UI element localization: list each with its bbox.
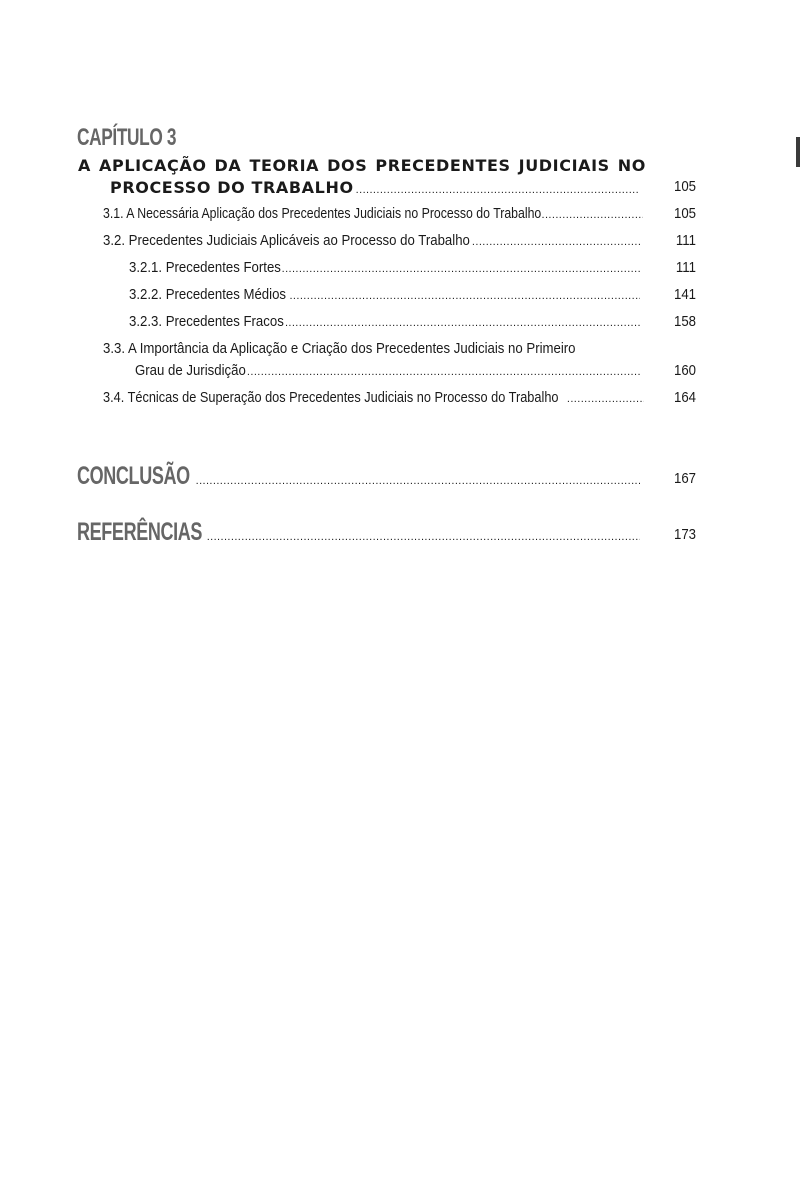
dot-leader — [247, 366, 640, 378]
dot-leader — [542, 209, 644, 221]
page-number: 158 — [673, 313, 696, 330]
entry-label: 3.4. Técnicas de Superação dos Precedentes Judiciais no Processo do Trabalho — [103, 389, 559, 406]
entry-label: 3.1. A Necessária Aplicação dos Precedentes Judiciais no Processo do Trabalho — [103, 205, 542, 222]
entry-label: 3.2.3. Precedentes Fracos — [129, 313, 284, 330]
page-number: 164 — [673, 389, 696, 406]
toc-entry-3-2-1[interactable] — [129, 259, 642, 276]
toc-entry-conclusion[interactable] — [77, 462, 642, 491]
page-number: 105 — [673, 178, 696, 195]
chapter-title-continued: PROCESSO DO TRABALHO — [110, 178, 354, 197]
entry-label: 3.2.2. Precedentes Médios — [129, 286, 287, 303]
dot-leader — [282, 263, 640, 275]
toc-entry-3-4[interactable] — [103, 389, 646, 406]
toc-entry-references[interactable] — [77, 518, 642, 547]
dot-leader — [196, 475, 640, 487]
page-number: 167 — [673, 470, 696, 487]
toc-entry-3-3-line1[interactable]: 3.3. A Importância da Aplicação e Criação dos Precedentes Judiciais no Primeiro — [103, 340, 576, 357]
toc-entry-chapter-title[interactable] — [110, 178, 642, 197]
references-heading: REFERÊNCIAS — [77, 518, 203, 546]
toc-entry-3-1[interactable] — [103, 205, 645, 222]
dot-leader — [567, 393, 644, 405]
toc-entry-3-3[interactable] — [135, 362, 642, 379]
conclusion-heading: CONCLUSÃO — [77, 462, 190, 490]
dot-leader — [356, 184, 640, 196]
chapter-label: CAPÍTULO 3 — [77, 124, 177, 151]
page-number: 141 — [673, 286, 696, 303]
page-edge-mark — [796, 137, 800, 167]
toc-entry-3-2-3[interactable] — [129, 313, 642, 330]
dot-leader — [207, 531, 640, 543]
page-number: 111 — [675, 232, 696, 249]
toc-entry-3-2[interactable] — [103, 232, 642, 249]
page-number: 111 — [675, 259, 696, 276]
entry-label: 3.2. Precedentes Judiciais Aplicáveis ao Processo do Trabalho — [103, 232, 470, 249]
page-number: 173 — [673, 526, 696, 543]
chapter-title: A APLICAÇÃO DA TEORIA DOS PRECEDENTES JUDICIAIS NO — [78, 156, 646, 175]
dot-leader — [289, 290, 640, 302]
entry-label: 3.2.1. Precedentes Fortes — [129, 259, 281, 276]
dot-leader — [285, 317, 640, 329]
page-number: 160 — [673, 362, 696, 379]
toc-entry-3-2-2[interactable] — [129, 286, 642, 303]
dot-leader — [472, 236, 640, 248]
page-number: 105 — [673, 205, 696, 222]
entry-label: Grau de Jurisdição — [135, 362, 246, 379]
